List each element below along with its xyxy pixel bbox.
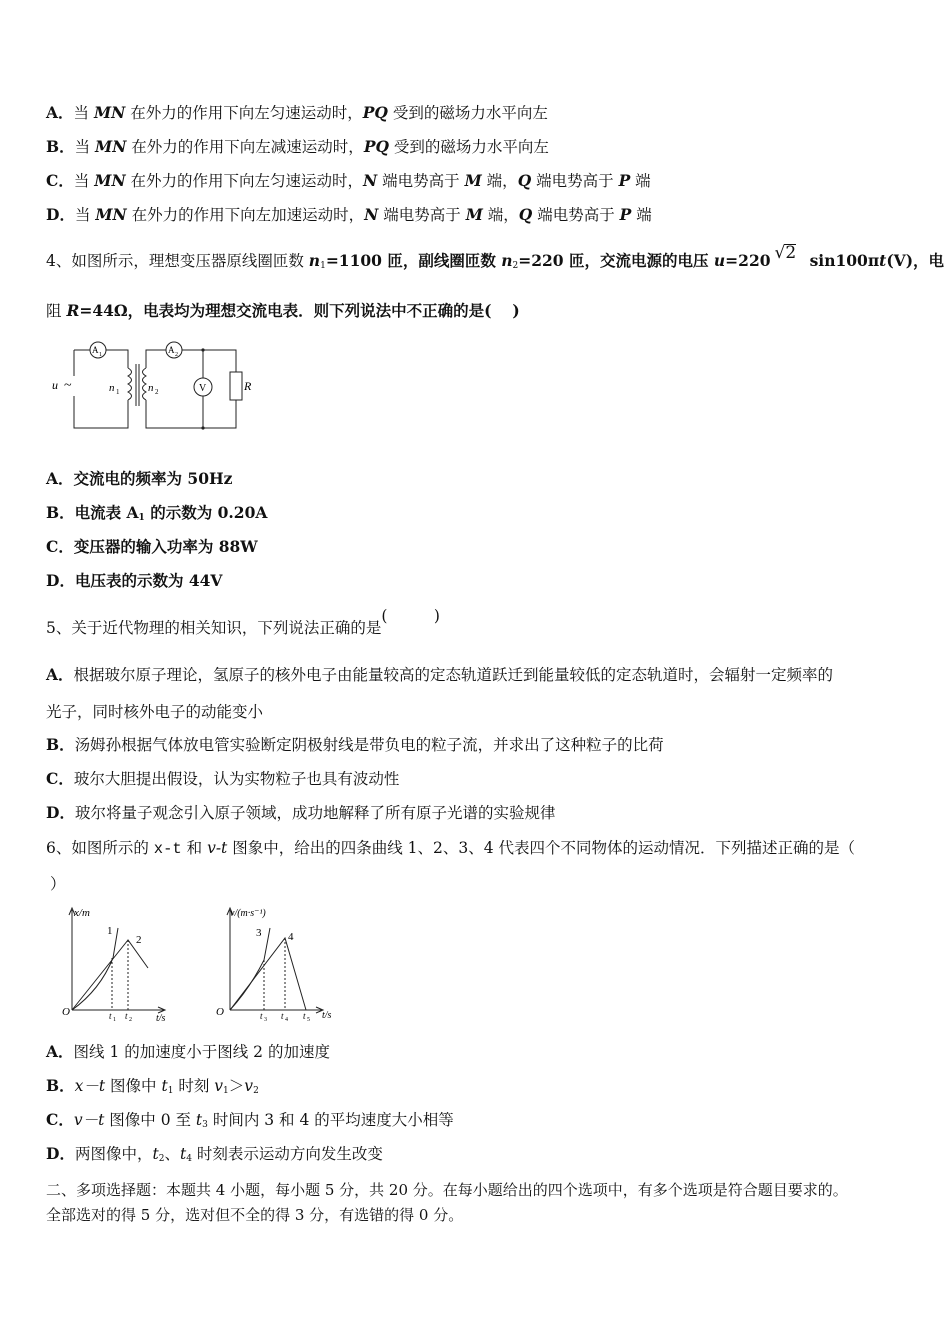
n2-sub: 2 <box>155 388 159 396</box>
y-axis-label: x/m <box>74 907 90 919</box>
text: ） <box>50 875 66 893</box>
text: 4、如图所示，理想变压器原线圈匝数 <box>46 252 309 270</box>
text: 端， <box>481 172 518 190</box>
var-p: P <box>618 171 631 190</box>
option-label: D． <box>46 803 75 822</box>
subscript: 2 <box>512 261 519 271</box>
text: 图像中 0 至 <box>104 1111 196 1129</box>
x-axis-label: t/s <box>322 1010 332 1021</box>
q6-stem-line1 <box>46 838 855 859</box>
curve-4 <box>230 938 306 1010</box>
vt-graph <box>210 900 340 1023</box>
var-pq: PQ <box>362 103 388 122</box>
text: 图线 1 的加速度小于图线 2 的加速度 <box>73 1043 330 1061</box>
q4-option-c <box>46 537 258 557</box>
text: 时刻 <box>173 1077 215 1095</box>
text: 光子，同时核外电子的动能变小 <box>46 703 264 721</box>
tick-t4-sub: 4 <box>285 1017 288 1023</box>
q4-option-b <box>46 503 267 528</box>
var-u: u <box>713 251 726 270</box>
tick-t1-sub: 1 <box>113 1017 116 1023</box>
var-m: M <box>465 205 483 224</box>
tick-t4: t <box>281 1011 284 1021</box>
curve-3-label: 3 <box>256 927 262 939</box>
text: 根据玻尔原子理论，氢原子的核外电子由能量较高的定态轨道跃迁到能量较低的定态轨道时，会辐射一定频率的 <box>73 666 834 684</box>
text: 图象中，给出的四条曲线 1、2、3、4 代表四个不同物体的运动情况．下列描述正确的是（ <box>227 839 856 857</box>
text: 在外力的作用下向左匀速运动时， <box>125 172 364 190</box>
var-t: －t <box>82 1111 105 1129</box>
option-label: D． <box>46 205 75 224</box>
text: 5、关于近代物理的相关知识，下列说法正确的是 <box>46 619 382 637</box>
label-u: u <box>52 378 58 392</box>
q6-option-d <box>46 1144 383 1169</box>
var-mn: MN <box>95 205 127 224</box>
tick-t5: t <box>303 1011 306 1021</box>
text: 交流电的频率为 50Hz <box>73 469 233 488</box>
tick-t3-sub: 3 <box>264 1017 267 1023</box>
ammeter-a1-label: A <box>92 345 99 355</box>
n1-label: n <box>109 382 115 394</box>
curve-2-label: 2 <box>136 934 142 946</box>
text: =44Ω，电表均为理想交流电表．则下列说法中不正确的是( ) <box>79 301 520 320</box>
var-q: Q <box>517 171 532 190</box>
text: sin100π <box>804 251 880 270</box>
var-t: t <box>152 1145 159 1163</box>
q3-option-b <box>46 137 549 157</box>
text: =220 匝，交流电源的电压 <box>518 251 714 270</box>
q5-option-c <box>46 769 399 789</box>
dashed-guides <box>264 938 285 1010</box>
option-label: C． <box>46 537 74 556</box>
tick-t5-sub: 5 <box>307 1017 310 1023</box>
ammeter-a1-sub: 1 <box>99 352 102 358</box>
text: 端， <box>482 206 519 224</box>
tick-t2: t <box>125 1011 128 1021</box>
text: 端 <box>631 206 652 224</box>
text: 玻尔将量子观念引入原子领域，成功地解释了所有原子光谱的实验规律 <box>74 804 556 822</box>
text: =1100 匝，副线圈匝数 <box>325 251 502 270</box>
var-r: R <box>66 301 80 320</box>
text: 当 <box>74 138 96 156</box>
subscript: 1 <box>223 1086 229 1096</box>
option-label: C． <box>46 1110 74 1129</box>
origin-label: O <box>62 1006 70 1018</box>
q4-stem-line1 <box>46 243 945 276</box>
ac-source-symbol: ~ <box>64 378 72 393</box>
option-label: A． <box>46 103 74 122</box>
q6-option-b <box>46 1076 259 1101</box>
tick-t1: t <box>109 1011 112 1021</box>
text: 受到的磁场力水平向左 <box>387 104 548 122</box>
text: 全部选对的得 5 分，选对但不全的得 3 分，有选错的得 0 分。 <box>46 1206 464 1224</box>
q4-stem-line2 <box>46 301 520 321</box>
curve-4-label: 4 <box>288 931 294 943</box>
y-axis-label: v/(m·s⁻¹) <box>230 908 266 919</box>
curve-1-label: 1 <box>107 925 113 937</box>
var-x: x <box>74 1077 84 1095</box>
var-p: P <box>619 205 632 224</box>
option-label: A． <box>46 665 74 684</box>
var-n: n <box>501 251 513 270</box>
tick-t3: t <box>260 1011 263 1021</box>
transformer-circuit-diagram <box>48 338 252 434</box>
q4-option-d <box>46 571 222 591</box>
text: 在外力的作用下向左匀速运动时， <box>125 104 363 122</box>
text: 图像中 <box>105 1077 162 1095</box>
option-label: B． <box>46 137 75 156</box>
q3-option-a <box>46 103 548 123</box>
subscript: 4 <box>186 1154 192 1164</box>
subscript: 1 <box>167 1086 174 1096</box>
vt-label: v-t <box>207 839 228 857</box>
q5-option-b <box>46 735 664 755</box>
xt-graph <box>60 900 172 1024</box>
option-label: D． <box>46 571 75 590</box>
subscript: 2 <box>253 1086 259 1096</box>
ammeter-a2-sub: 2 <box>175 352 178 358</box>
text: 当 <box>73 104 94 122</box>
text: 和 <box>181 839 208 857</box>
q6-option-a <box>46 1042 330 1062</box>
text: =220 <box>725 251 771 270</box>
var-v: v <box>214 1077 224 1095</box>
text: 电流表 A <box>74 503 139 522</box>
text: 端 <box>630 172 651 190</box>
text: 端电势高于 <box>532 206 620 224</box>
q3-option-c <box>46 171 651 191</box>
q5-option-d <box>46 803 555 823</box>
tick-t2-sub: 2 <box>129 1017 132 1023</box>
option-label: C． <box>46 171 74 190</box>
origin-label: O <box>216 1006 224 1018</box>
text: 端电势高于 <box>377 172 465 190</box>
text: 在外力的作用下向左减速运动时， <box>126 138 364 156</box>
subscript: 2 <box>158 1154 165 1164</box>
sqrt-symbol: √ 2 <box>774 243 797 263</box>
var-v: v <box>244 1077 254 1095</box>
answer-paren: ( ) <box>381 607 440 625</box>
var-t: t <box>179 1145 187 1163</box>
text: 二、多项选择题：本题共 4 小题，每小题 5 分，共 20 分。在每小题给出的四个选项中，有多个选项是符合题目要求的。 <box>46 1181 848 1199</box>
text: 阻 <box>46 302 67 320</box>
text: 当 <box>73 172 95 190</box>
text: 在外力的作用下向左加速运动时， <box>126 206 365 224</box>
q5-option-a-line1 <box>46 665 833 685</box>
n1-sub: 1 <box>116 388 120 396</box>
text: 当 <box>74 206 96 224</box>
subscript: 3 <box>202 1120 208 1130</box>
text: 变压器的输入功率为 88W <box>73 537 258 556</box>
option-label: A． <box>46 1042 74 1061</box>
option-label: B． <box>46 503 75 522</box>
text: 两图像中， <box>74 1145 153 1163</box>
text: 6、如图所示的 <box>46 839 154 857</box>
voltmeter-label: V <box>199 383 207 394</box>
xt-label: x-t <box>153 840 182 858</box>
subscript: 1 <box>138 513 145 523</box>
q5-stem <box>46 607 440 638</box>
var-q: Q <box>518 205 533 224</box>
option-label: B． <box>46 735 75 754</box>
sqrt-radicand: 2 <box>785 243 797 263</box>
section2-header-line2 <box>46 1205 463 1225</box>
option-label: B． <box>46 1076 75 1095</box>
var-t: t <box>161 1077 168 1095</box>
text: 端电势高于 <box>531 172 619 190</box>
q6-stem-line2 <box>50 874 66 894</box>
var-mn: MN <box>93 103 126 122</box>
q3-option-d <box>46 205 652 225</box>
var-t: t <box>195 1111 203 1129</box>
var-n: n <box>308 251 321 270</box>
n2-label: n <box>148 382 154 394</box>
var-n: N <box>363 171 378 190</box>
x-axis-label: t/s <box>156 1013 166 1024</box>
text: 时间内 3 和 4 的平均速度大小相等 <box>207 1111 454 1129</box>
text: 时刻表示运动方向发生改变 <box>191 1145 383 1163</box>
ammeter-a2-label: A <box>168 345 175 355</box>
var-m: M <box>464 171 482 190</box>
text: 受到的磁场力水平向左 <box>388 138 549 156</box>
var-n: N <box>364 205 379 224</box>
text: 玻尔大胆提出假设，认为实物粒子也具有波动性 <box>73 770 400 788</box>
option-label: D． <box>46 1144 75 1163</box>
q5-option-a-line2 <box>46 702 263 722</box>
q6-option-c <box>46 1110 454 1135</box>
resistor-label: R <box>244 379 252 393</box>
curve-2 <box>72 940 148 1010</box>
option-label: C． <box>46 769 74 788</box>
option-label: A． <box>46 469 74 488</box>
text: ＞ <box>228 1077 245 1095</box>
var-mn: MN <box>95 137 127 156</box>
text: 、 <box>164 1145 180 1163</box>
text: 汤姆孙根据气体放电管实验断定阴极射线是带负电的粒子流，并求出了这种粒子的比荷 <box>74 736 664 754</box>
var-t: －t <box>83 1077 106 1095</box>
subscript: 1 <box>320 261 326 271</box>
text: 端电势高于 <box>378 206 466 224</box>
var-v: v <box>73 1111 83 1129</box>
text: 电压表的示数为 44V <box>74 571 223 590</box>
text: 的示数为 0.20A <box>144 503 268 522</box>
var-mn: MN <box>94 171 126 190</box>
text: (V)，电 <box>886 251 945 270</box>
var-pq: PQ <box>363 137 389 156</box>
curve-1 <box>72 928 118 1010</box>
var-t: t <box>879 251 887 270</box>
section2-header-line1 <box>46 1180 848 1200</box>
q4-option-a <box>46 469 232 489</box>
